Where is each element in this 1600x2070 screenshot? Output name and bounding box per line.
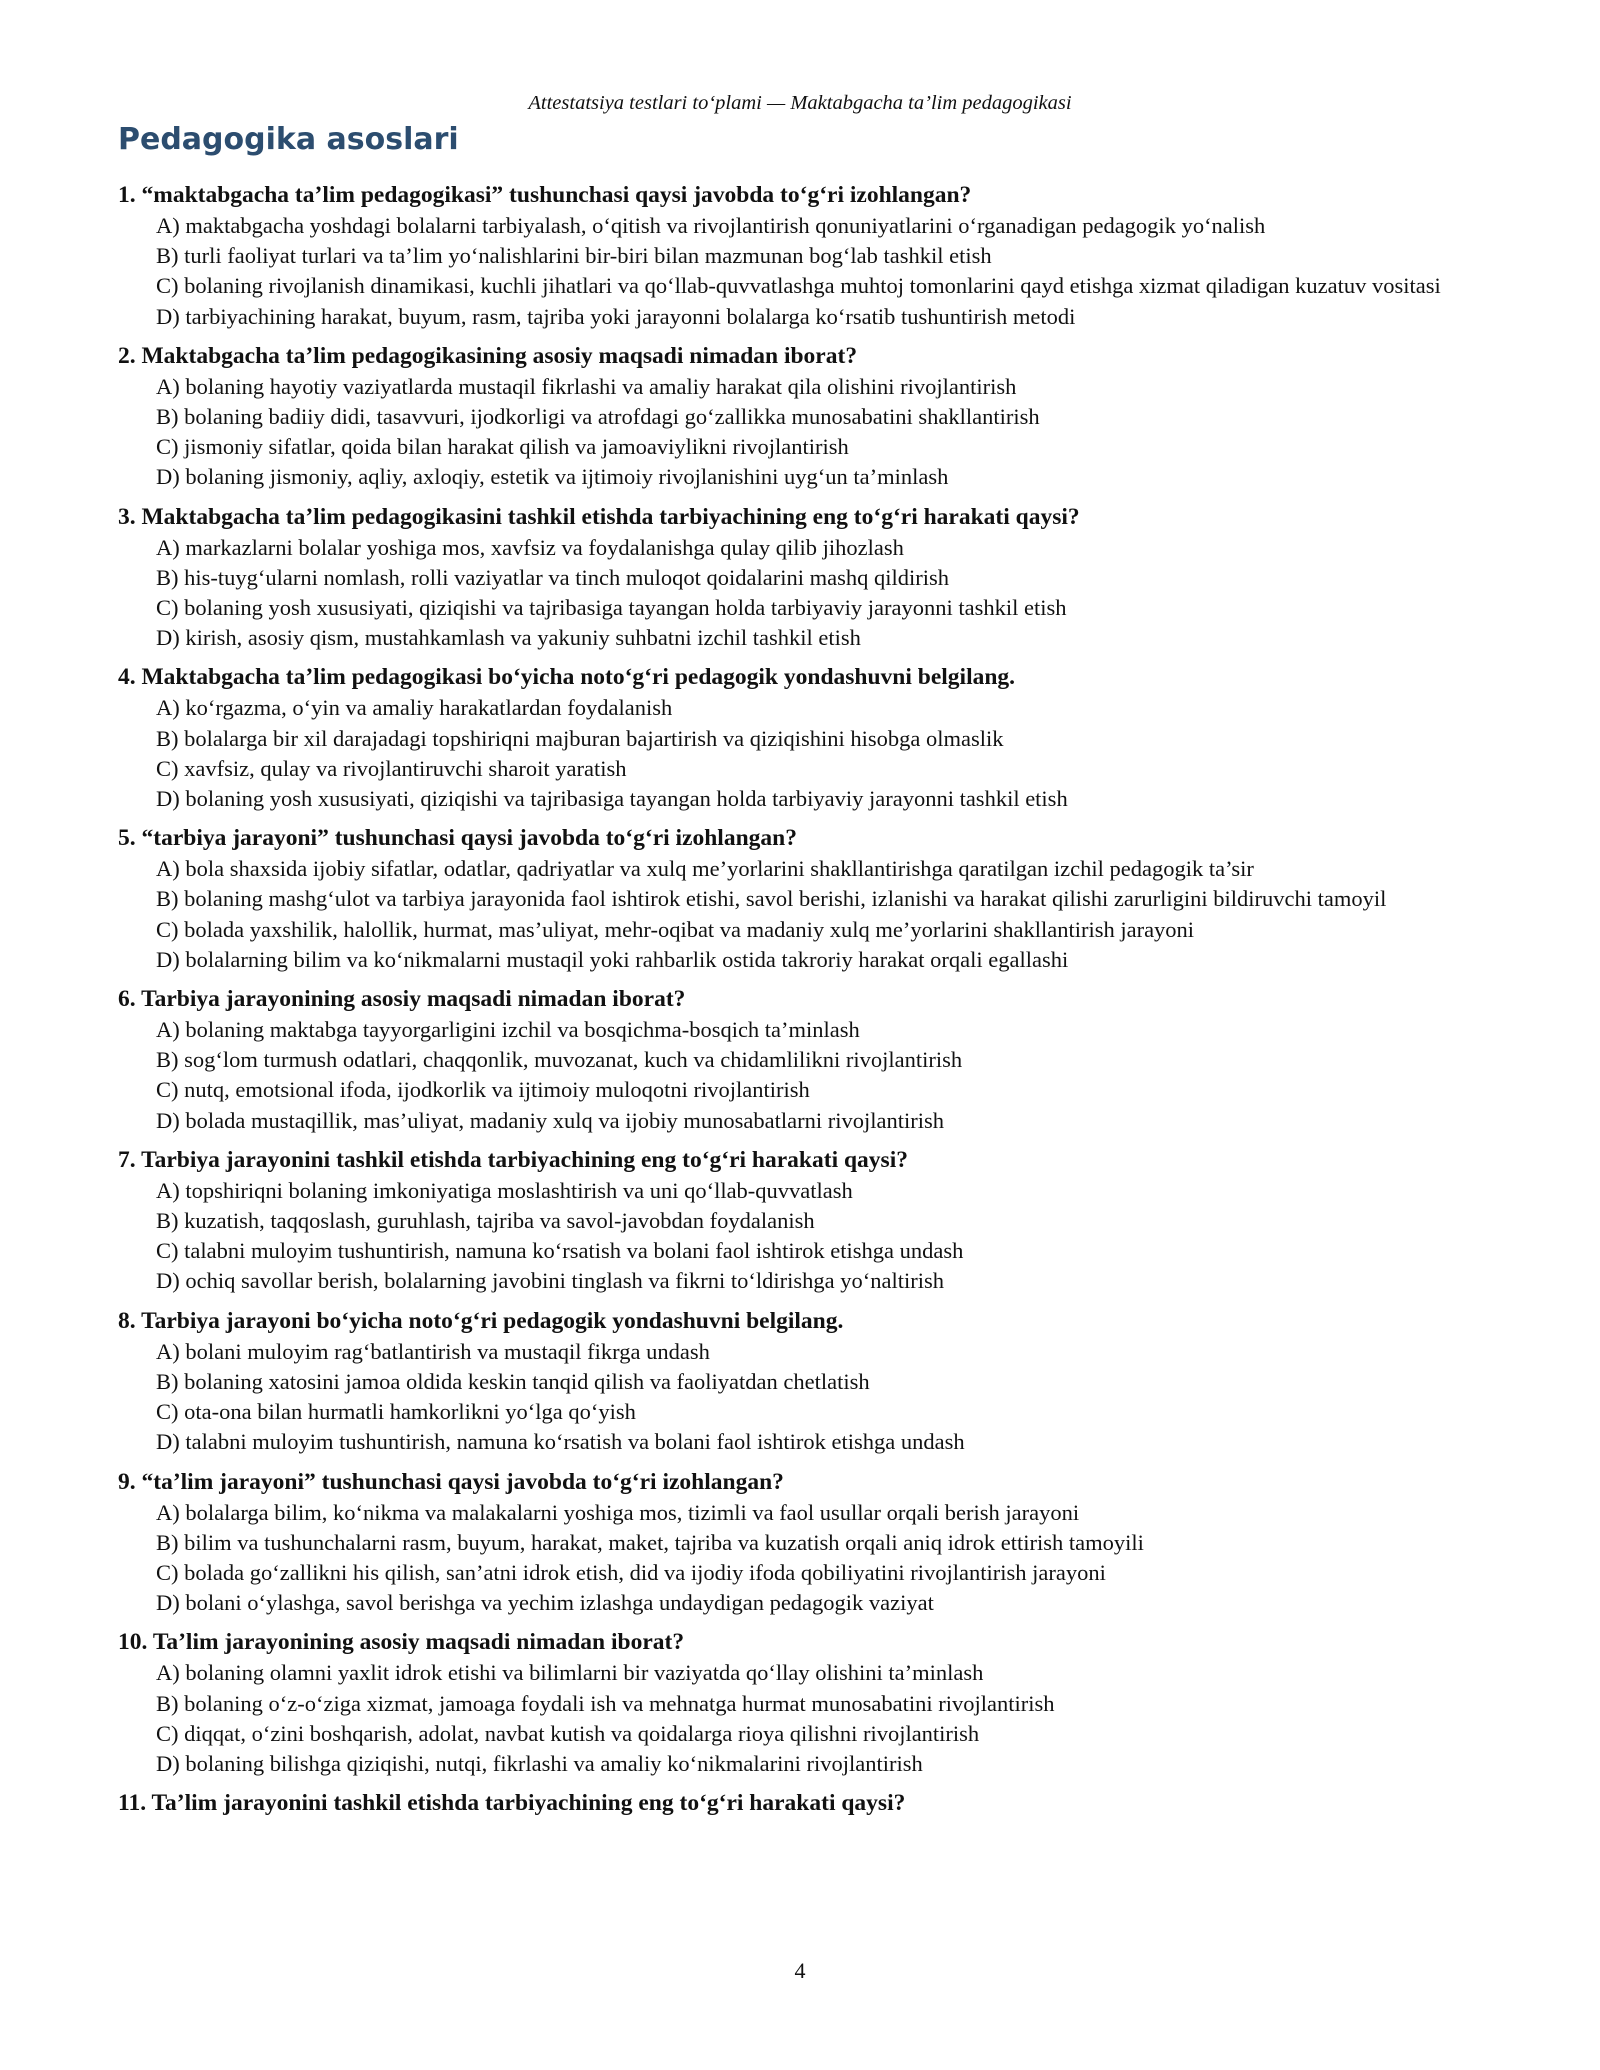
answer-option: C) nutq, emotsional ifoda, ijodkorlik va ijtimoiy muloqotni rivojlantirish [156, 1077, 810, 1103]
answer-option: D) bolani o‘ylashga, savol berishga va yechim izlashga undaydigan pedagogik vaziyat [156, 1590, 934, 1616]
answer-option: C) jismoniy sifatlar, qoida bilan harakat qilish va jamoaviylikni rivojlantirish [156, 434, 849, 460]
answer-option: B) bolaning o‘z-o‘ziga xizmat, jamoaga foydali ish va mehnatga hurmat munosabatini rivojlantirish [156, 1690, 1055, 1716]
answer-option: A) bolani muloyim rag‘batlantirish va mustaqil fikrga undash [156, 1338, 710, 1364]
answer-option: D) bolalarning bilim va ko‘nikmalarni mustaqil yoki rahbarlik ostida takroriy harakat orqali egallashi [156, 946, 1069, 972]
section-title: Pedagogika asoslari [118, 122, 459, 157]
answer-option: C) bolaning rivojlanish dinamikasi, kuchli jihatlari va qo‘llab-quvvatlashga muhtoj tomonlarini qayd etishga xizmat qiladigan kuzatuv vositasi [156, 273, 1441, 299]
question-text: 5. “tarbiya jarayoni” tushunchasi qaysi javobda to‘g‘ri izohlangan? [118, 825, 797, 852]
page-number: 4 [794, 1958, 806, 1983]
answer-option: D) bolaning yosh xususiyati, qiziqishi va tajribasiga tayangan holda tarbiyaviy jarayonni tashkil etish [156, 786, 1068, 812]
answer-option: B) bolaning mashg‘ulot va tarbiya jarayonida faol ishtirok etishi, savol berishi, izlanishi va harakat qilishi zarurligini bildiruvchi tamoyil [156, 886, 1387, 912]
answer-options [118, 693, 1482, 814]
question-block [118, 1788, 1482, 1819]
question-block [118, 1627, 1482, 1779]
answer-options [118, 1658, 1482, 1779]
answer-option: A) markazlarni bolalar yoshiga mos, xavfsiz va foydalanishga qulay qilib jihozlash [156, 534, 904, 560]
question-text: 7. Tarbiya jarayonini tashkil etishda tarbiyachining eng to‘g‘ri harakati qaysi? [118, 1146, 908, 1173]
answer-option: C) ota-ona bilan hurmatli hamkorlikni yo‘lga qo‘yish [156, 1399, 636, 1425]
answer-option: D) bolaning bilishga qiziqishi, nutqi, fikrlashi va amaliy ko‘nikmalarini rivojlantirish [156, 1750, 923, 1776]
answer-option: A) bolaning maktabga tayyorgarligini izchil va bosqichma-bosqich ta’minlash [156, 1017, 860, 1043]
question-block [118, 662, 1482, 814]
answer-option: B) sog‘lom turmush odatlari, chaqqonlik, muvozanat, kuch va chidamlilikni rivojlantirish [156, 1047, 963, 1073]
question-text: 2. Maktabgacha ta’lim pedagogikasining asosiy maqsadi nimadan iborat? [118, 342, 858, 369]
answer-option: C) xavfsiz, qulay va rivojlantiruvchi sharoit yaratish [156, 755, 627, 781]
answer-option: B) kuzatish, taqqoslash, guruhlash, tajriba va savol-javobdan foydalanish [156, 1208, 815, 1234]
answer-option: C) talabni muloyim tushuntirish, namuna ko‘rsatish va bolani faol ishtirok etishga undash [156, 1238, 964, 1264]
answer-option: C) bolaning yosh xususiyati, qiziqishi va tajribasiga tayangan holda tarbiyaviy jarayonni tashkil etish [156, 595, 1067, 621]
question-text: 9. “ta’lim jarayoni” tushunchasi qaysi javobda to‘g‘ri izohlangan? [118, 1468, 784, 1495]
question-text: 6. Tarbiya jarayonining asosiy maqsadi nimadan iborat? [118, 986, 686, 1013]
question-block [118, 1467, 1482, 1619]
question-block [118, 341, 1482, 493]
answer-option: A) topshiriqni bolaning imkoniyatiga moslashtirish va uni qo‘llab-quvvatlash [156, 1177, 853, 1203]
question-block [118, 823, 1482, 975]
answer-option: B) bolaning badiiy didi, tasavvuri, ijodkorligi va atrofdagi go‘zallikka munosabatini shakllantirish [156, 404, 1040, 430]
answer-option: D) tarbiyachining harakat, buyum, rasm, tajriba yoki jarayonni bolalarga ko‘rsatib tushuntirish metodi [156, 303, 1076, 329]
answer-option: A) bolaning hayotiy vaziyatlarda mustaqil fikrlashi va amaliy harakat qila olishini rivojlantirish [156, 373, 1017, 399]
answer-option: C) bolada go‘zallikni his qilish, san’atni idrok etish, did va ijodiy ifoda qobiliyatini rivojlantirish jarayoni [156, 1559, 1106, 1585]
answer-option: A) bolaning olamni yaxlit idrok etishi va bilimlarni bir vaziyatda qo‘llay olishini ta’minlash [156, 1660, 984, 1686]
question-block [118, 180, 1482, 332]
question-list [118, 180, 1482, 1828]
question-text: 8. Tarbiya jarayoni bo‘yicha noto‘g‘ri pedagogik yondashuvni belgilang. [118, 1307, 844, 1334]
answer-option: D) talabni muloyim tushuntirish, namuna ko‘rsatish va bolani faol ishtirok etishga undash [156, 1429, 965, 1455]
answer-option: A) maktabgacha yoshdagi bolalarni tarbiyalash, o‘qitish va rivojlantirish qonuniyatlarini o‘rganadigan pedagogik yo‘nalish [156, 213, 1266, 238]
answer-option: B) bolalarga bir xil darajadagi topshiriqni majburan bajartirish va qiziqishini hisobga olmaslik [156, 725, 1004, 751]
question-text: 4. Maktabgacha ta’lim pedagogikasi bo‘yicha noto‘g‘ri pedagogik yondashuvni belgilang. [118, 664, 1016, 691]
question-block [118, 1306, 1482, 1458]
answer-option: D) bolaning jismoniy, aqliy, axloqiy, estetik va ijtimoiy rivojlanishini uyg‘un ta’minlash [156, 464, 949, 490]
answer-options [118, 1498, 1482, 1619]
answer-option: D) kirish, asosiy qism, mustahkamlash va yakuniy suhbatni izchil tashkil etish [156, 625, 861, 651]
running-header: Attestatsiya testlari to‘plami — Maktabgacha ta’lim pedagogikasi [528, 92, 1072, 114]
answer-option: C) bolada yaxshilik, halollik, hurmat, mas’uliyat, mehr-oqibat va madaniy xulq me’yorlarini shakllantirish jarayoni [156, 916, 1195, 942]
question-text: 3. Maktabgacha ta’lim pedagogikasini tashkil etishda tarbiyachining eng to‘g‘ri harakati qaysi? [118, 503, 1080, 530]
answer-options [118, 1176, 1482, 1297]
answer-option: D) bolada mustaqillik, mas’uliyat, madaniy xulq va ijobiy munosabatlarni rivojlantirish [156, 1107, 944, 1133]
answer-option: A) ko‘rgazma, o‘yin va amaliy harakatlardan foydalanish [156, 695, 673, 721]
answer-options [118, 533, 1482, 654]
question-block [118, 502, 1482, 654]
answer-option: B) turli faoliyat turlari va ta’lim yo‘nalishlarini bir-biri bilan mazmunan bog‘lab tashkil etish [156, 243, 992, 269]
answer-option: A) bolalarga bilim, ko‘nikma va malakalarni yoshiga mos, tizimli va faol usullar orqali berish jarayoni [156, 1499, 1080, 1525]
answer-option: B) bilim va tushunchalarni rasm, buyum, harakat, maket, tajriba va kuzatish orqali aniq idrok ettirish tamoyili [156, 1529, 1144, 1555]
question-text: 10. Ta’lim jarayonining asosiy maqsadi nimadan iborat? [118, 1629, 685, 1656]
question-text: 11. Ta’lim jarayonini tashkil etishda tarbiyachining eng to‘g‘ri harakati qaysi? [118, 1790, 906, 1817]
answer-options [118, 1337, 1482, 1458]
answer-option: A) bola shaxsida ijobiy sifatlar, odatlar, qadriyatlar va xulq me’yorlarini shakllantirishga qaratilgan izchil pedagogik ta’sir [156, 856, 1254, 882]
answer-option: B) bolaning xatosini jamoa oldida keskin tanqid qilish va faoliyatdan chetlatish [156, 1368, 870, 1394]
answer-options [118, 1015, 1482, 1136]
answer-options [118, 372, 1482, 493]
answer-option: C) diqqat, o‘zini boshqarish, adolat, navbat kutish va qoidalarga rioya qilishni rivojlantirish [156, 1720, 980, 1746]
answer-option: D) ochiq savollar berish, bolalarning javobini tinglash va fikrni to‘ldirishga yo‘naltirish [156, 1268, 944, 1294]
question-block [118, 984, 1482, 1136]
question-block [118, 1145, 1482, 1297]
answer-options [118, 211, 1482, 332]
answer-option: B) his-tuyg‘ularni nomlash, rolli vaziyatlar va tinch muloqot qoidalarini mashq qildirish [156, 564, 949, 590]
question-text: 1. “maktabgacha ta’lim pedagogikasi” tushunchasi qaysi javobda to‘g‘ri izohlangan? [118, 182, 972, 208]
answer-options [118, 854, 1482, 975]
